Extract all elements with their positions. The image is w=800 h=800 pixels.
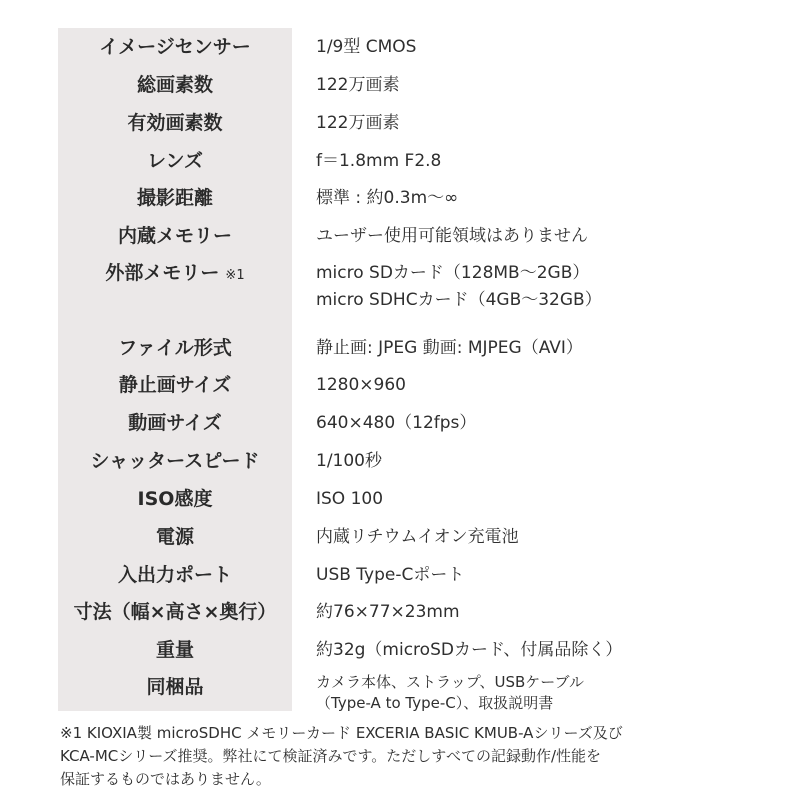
spec-value: ISO 100 [316, 489, 384, 509]
spec-label: 入出力ポート [117, 564, 232, 586]
spec-label: シャッタースピード [90, 450, 260, 472]
spec-value-line2: （Type-A to Type-C）、取扱説明書 [316, 694, 554, 712]
footnote-marker: ※1 [225, 268, 245, 283]
spec-label-text: 外部メモリー [105, 262, 220, 284]
spec-value: 1280×960 [316, 375, 406, 395]
footnote-line: ※1 KIOXIA製 microSDHC メモリーカード EXCERIA BASIC KMUB-Aシリーズ及び [60, 724, 623, 742]
spec-table [58, 28, 758, 711]
spec-label: レンズ [147, 150, 203, 172]
spec-label: ファイル形式 [118, 337, 232, 359]
spec-label: 内蔵メモリー [117, 225, 232, 247]
footnote-line: KCA-MCシリーズ推奨。弊社にて検証済みです。ただしすべての記録動作/性能を [60, 747, 602, 765]
spec-label: 同梱品 [146, 676, 204, 698]
spec-value: 内蔵リチウムイオン充電池 [316, 527, 519, 547]
footnote-line: 保証するものではありません。 [60, 770, 271, 788]
spec-value: 122万画素 [316, 113, 400, 133]
spec-label: 電源 [155, 526, 194, 548]
spec-value: micro SDカード（128MB〜2GB） [316, 263, 590, 283]
spec-value-line2: micro SDHCカード（4GB〜32GB） [316, 290, 602, 310]
spec-value: USB Type-Cポート [316, 565, 465, 585]
spec-value: 約76×77×23mm [316, 602, 460, 622]
spec-label: 撮影距離 [136, 187, 213, 209]
spec-label: 総画素数 [136, 74, 213, 96]
spec-value: 640×480（12fps） [316, 413, 477, 433]
spec-label: 寸法（幅×高さ×奥行） [73, 601, 277, 623]
spec-label [58, 260, 292, 289]
spec-label: 静止画サイズ [118, 374, 232, 396]
spec-value: カメラ本体、ストラップ、USBケーブル [316, 673, 584, 691]
footnote [60, 722, 760, 791]
spec-label: イメージセンサー [99, 36, 251, 58]
spec-label: 動画サイズ [128, 412, 222, 434]
spec-label: 有効画素数 [127, 112, 223, 134]
spec-value: f＝1.8mm F2.8 [316, 151, 442, 171]
spec-value: 約32g（microSDカード、付属品除く） [316, 640, 623, 660]
spec-label: 重量 [155, 639, 194, 661]
spec-value: 1/9型 CMOS [316, 37, 417, 57]
spec-value: 1/100秒 [316, 451, 382, 471]
spec-value: 122万画素 [316, 75, 400, 95]
spec-value: ユーザー使用可能領域はありません [316, 226, 588, 246]
spec-label: ISO感度 [137, 488, 213, 510]
spec-value: 静止画: JPEG 動画: MJPEG（AVI） [316, 338, 583, 358]
spec-value: 標準 : 約0.3m〜∞ [316, 188, 459, 208]
